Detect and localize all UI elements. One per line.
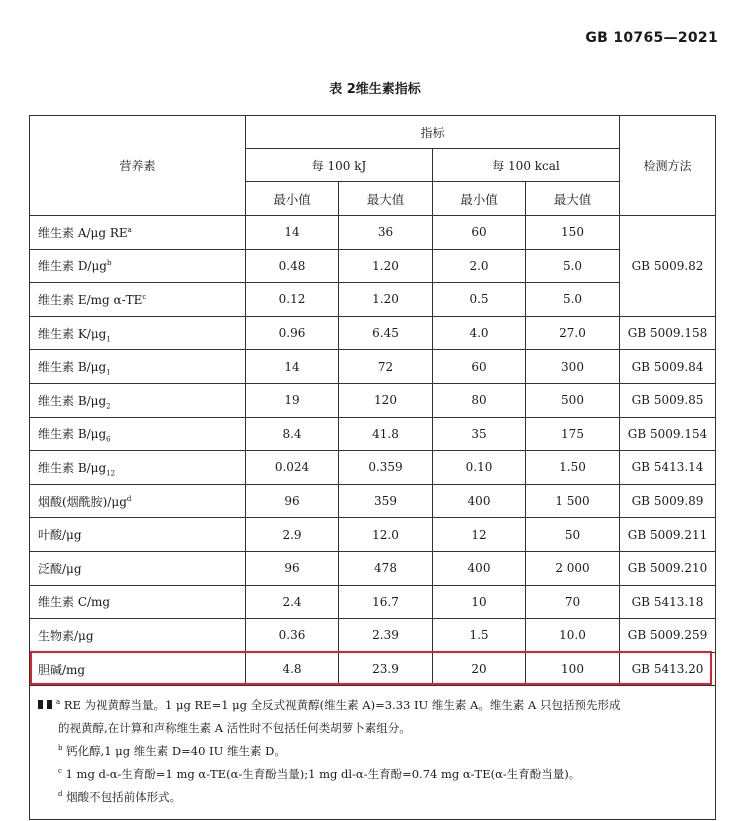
header-max-kcal: 最大值 <box>526 182 620 216</box>
value-min-kcal: 60 <box>433 350 526 384</box>
value-min-kcal: 0.10 <box>433 451 526 485</box>
value-min-kj: 0.96 <box>246 316 339 350</box>
test-method: GB 5009.84 <box>620 350 716 384</box>
note-b: $^b$ 钙化醇,1 μg 维生素 D=40 IU 维生素 D。 <box>58 744 286 759</box>
value-min-kcal: 60 <box>433 216 526 250</box>
value-max-kj: 2.39 <box>339 619 433 653</box>
nutrient-name: 维生素 $K/\mu g_1$ <box>30 316 246 350</box>
table-row <box>30 216 716 250</box>
value-min-kj: 2.9 <box>246 518 339 552</box>
test-method: GB 5009.154 <box>620 417 716 451</box>
nutrient-name: 维生素 C/mg <box>30 585 246 619</box>
value-max-kj: 1.20 <box>339 283 433 317</box>
value-max-kcal: 5.0 <box>526 283 620 317</box>
value-min-kcal: 0.5 <box>433 283 526 317</box>
value-min-kj: 0.024 <box>246 451 339 485</box>
table-row <box>30 551 716 585</box>
value-max-kcal: 175 <box>526 417 620 451</box>
value-min-kj: 14 <box>246 350 339 384</box>
nutrient-name: 叶酸/μg <box>30 518 246 552</box>
nutrient-name: 维生素 A/μg $RE^a$ <box>30 216 246 250</box>
value-min-kcal: 400 <box>433 551 526 585</box>
table-row <box>30 316 716 350</box>
value-max-kcal: 27.0 <box>526 316 620 350</box>
table-title: 表 2维生素指标 <box>329 82 421 97</box>
table-row <box>30 350 716 384</box>
value-min-kj: 8.4 <box>246 417 339 451</box>
value-max-kcal: 1.50 <box>526 451 620 485</box>
table-row <box>30 383 716 417</box>
value-max-kj: 16.7 <box>339 585 433 619</box>
table-row <box>30 585 716 619</box>
value-max-kcal: 50 <box>526 518 620 552</box>
test-method: GB 5009.211 <box>620 518 716 552</box>
notes-row <box>30 686 716 820</box>
table-row <box>30 249 716 283</box>
nutrient-name: 维生素 $D/\mu g^b$ <box>30 249 246 283</box>
table-row <box>30 283 716 317</box>
value-min-kcal: 4.0 <box>433 316 526 350</box>
header-nutrient: 营养素 <box>30 116 246 216</box>
value-max-kj: 36 <box>339 216 433 250</box>
test-method: GB 5009.85 <box>620 383 716 417</box>
value-min-kj: 0.48 <box>246 249 339 283</box>
value-min-kcal: 20 <box>433 652 526 686</box>
header-per-100kj: 每 100 kJ <box>246 149 433 182</box>
value-min-kcal: 35 <box>433 417 526 451</box>
value-max-kj: 72 <box>339 350 433 384</box>
table-notes <box>30 686 716 820</box>
nutrient-name: 生物素/μg <box>30 619 246 653</box>
nutrient-name: 维生素 $B/\mu g_2$ <box>30 383 246 417</box>
table-row-choline <box>30 652 716 686</box>
value-max-kcal: 1 500 <box>526 484 620 518</box>
value-max-kj: 41.8 <box>339 417 433 451</box>
value-min-kj: 14 <box>246 216 339 250</box>
value-max-kcal: 500 <box>526 383 620 417</box>
table-row <box>30 417 716 451</box>
value-max-kj: 478 <box>339 551 433 585</box>
header-index: 指标 <box>246 116 620 149</box>
value-max-kj: 12.0 <box>339 518 433 552</box>
value-min-kj: 2.4 <box>246 585 339 619</box>
nutrient-name: 泛酸/μg <box>30 551 246 585</box>
value-max-kcal: 2 000 <box>526 551 620 585</box>
nutrient-name: 胆碱/mg <box>30 652 246 686</box>
value-min-kcal: 2.0 <box>433 249 526 283</box>
test-method: GB 5009.89 <box>620 484 716 518</box>
test-method: GB 5009.82 <box>620 216 716 317</box>
value-max-kcal: 5.0 <box>526 249 620 283</box>
document-code: GB 10765—2021 <box>585 30 718 46</box>
note-d: $^d$ 烟酸不包括前体形式。 <box>58 790 182 805</box>
nutrient-name: 维生素 $B/\mu g_{12}$ <box>30 451 246 485</box>
table-row <box>30 518 716 552</box>
value-max-kcal: 70 <box>526 585 620 619</box>
test-method: GB 5009.158 <box>620 316 716 350</box>
value-min-kcal: 80 <box>433 383 526 417</box>
value-min-kj: 0.36 <box>246 619 339 653</box>
note-a: $^a$ RE 为视黄醇当量。1 μg RE=1 μg 全反式视黄醇(维生素 A)=3.33 IU 维生素 A。维生素 A 只包括预先形成 <box>38 694 705 717</box>
header-max-kj: 最大值 <box>339 182 433 216</box>
test-method: GB 5413.14 <box>620 451 716 485</box>
nutrient-name: 维生素 E/mg $\alpha-TE^c$ <box>30 283 246 317</box>
table-row <box>30 619 716 653</box>
header-per-100kcal: 每 100 kcal <box>433 149 620 182</box>
vitamin-index-table <box>29 115 716 820</box>
value-min-kj: 4.8 <box>246 652 339 686</box>
nutrient-name: 烟酸(烟酰胺)$/\mu g^d$ <box>30 484 246 518</box>
value-max-kcal: 100 <box>526 652 620 686</box>
table-row <box>30 451 716 485</box>
value-max-kj: 359 <box>339 484 433 518</box>
value-max-kj: 120 <box>339 383 433 417</box>
value-max-kcal: 10.0 <box>526 619 620 653</box>
value-max-kcal: 300 <box>526 350 620 384</box>
test-method: GB 5413.18 <box>620 585 716 619</box>
value-min-kj: 96 <box>246 484 339 518</box>
value-min-kcal: 10 <box>433 585 526 619</box>
test-method: GB 5009.259 <box>620 619 716 653</box>
value-min-kj: 0.12 <box>246 283 339 317</box>
value-max-kcal: 150 <box>526 216 620 250</box>
test-method: GB 5413.20 <box>620 652 716 686</box>
header-min-kcal: 最小值 <box>433 182 526 216</box>
header-min-kj: 最小值 <box>246 182 339 216</box>
nutrient-name: 维生素 $B/\mu g_1$ <box>30 350 246 384</box>
value-max-kj: 1.20 <box>339 249 433 283</box>
table-row <box>30 484 716 518</box>
value-min-kj: 19 <box>246 383 339 417</box>
test-method: GB 5009.210 <box>620 551 716 585</box>
nutrient-name: 维生素 $B/\mu g_6$ <box>30 417 246 451</box>
header-method: 检测方法 <box>620 116 716 216</box>
value-min-kcal: 12 <box>433 518 526 552</box>
value-max-kj: 0.359 <box>339 451 433 485</box>
note-a-cont: 的视黄醇,在计算和声称维生素 A 活性时不包括任何类胡萝卜素组分。 <box>58 721 411 736</box>
value-min-kj: 96 <box>246 551 339 585</box>
value-min-kcal: 400 <box>433 484 526 518</box>
value-min-kcal: 1.5 <box>433 619 526 653</box>
value-max-kj: 23.9 <box>339 652 433 686</box>
value-max-kj: 6.45 <box>339 316 433 350</box>
note-c: $^c$ 1 mg d-α-生育酚=1 mg α-TE(α-生育酚当量);1 mg dl-α-生育酚=0.74 mg α-TE(α-生育酚当量)。 <box>58 767 581 782</box>
